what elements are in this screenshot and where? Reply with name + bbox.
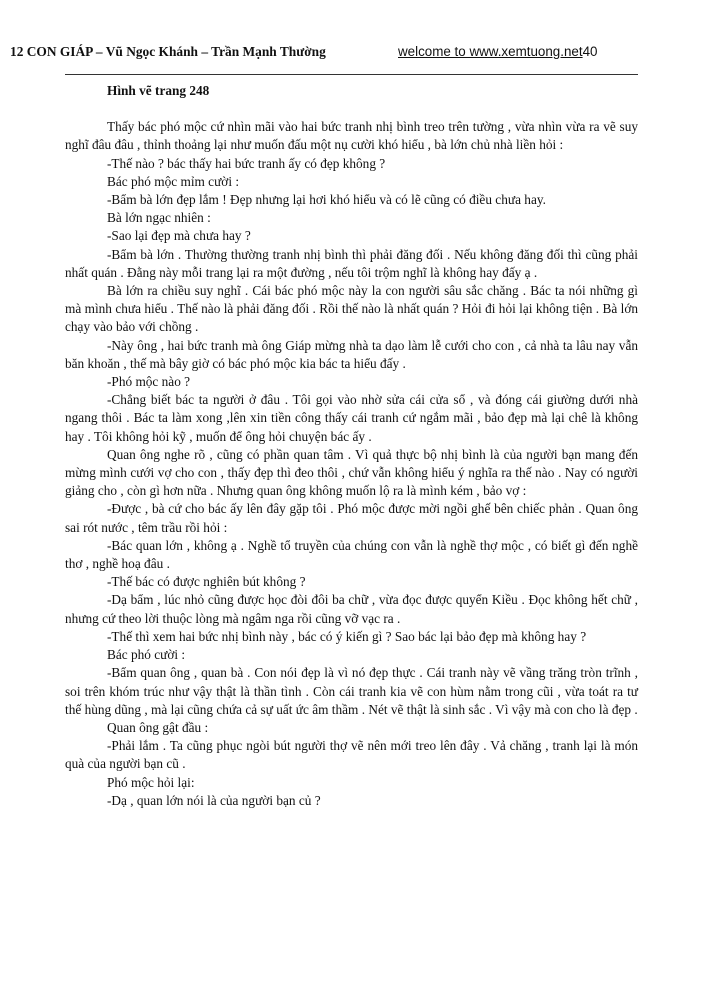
- paragraph: -Sao lại đẹp mà chưa hay ?: [107, 228, 251, 244]
- paragraph: -Bẩm quan ông , quan bà . Con nói đẹp là vì nó đẹp thực . Cái tranh này vẽ vầng trăng tròn trĩnh , soi trên khóm trúc như vậy thật là thần tình . Còn cái tranh kia vẽ con hùm nằm trong cũi , vừa toát ra tư thế hùng dũng , mà lại cũng chứa cả sự uất ức âm thầm . Nét vẽ thật là sinh sắc . Vì vậy mà con cho là đẹp .: [65, 665, 638, 717]
- paragraph: Phó mộc hỏi lại:: [107, 774, 195, 790]
- header-divider: [65, 74, 638, 75]
- paragraph: -Bẩm bà lớn đẹp lắm ! Đẹp nhưng lại hơi khó hiểu và có lẽ cũng có điều chưa hay.: [107, 192, 546, 208]
- paragraph: -Thế bác có được nghiên bút không ?: [107, 574, 306, 590]
- site-header: [398, 44, 598, 59]
- paragraph: Bác phó mộc mỉm cười :: [107, 173, 240, 189]
- book-title-header: 12 CON GIÁP – Vũ Ngọc Khánh – Trần Mạnh Thường: [10, 44, 326, 59]
- paragraph: -Dạ , quan lớn nói là của người bạn củ ?: [107, 792, 321, 808]
- paragraph: -Phó mộc nào ?: [107, 374, 191, 390]
- paragraph: -Bẩm bà lớn . Thường thường tranh nhị bình thì phải đăng đối . Nếu không đăng đối thì cũng phải nhất quán . Đằng này mỗi trang lại ra một đường , nếu tôi trộm nghĩ là không hay đấy ạ .: [65, 246, 638, 280]
- paragraph: -Phải lắm . Ta cũng phục ngòi bút người thợ vẽ nên mới treo lên đây . Vả chăng , tranh lại là món quà của người bạn cũ .: [65, 738, 638, 772]
- paragraph: -Bác quan lớn , không ạ . Nghề tổ truyền của chúng con vẫn là nghề thợ mộc , có biết gì đến nghề thơ , nghề hoạ đâu .: [65, 537, 638, 572]
- paragraph: -Này ông , hai bức tranh mà ông Giáp mừng nhà ta dạo làm lễ cưới cho con , cả nhà ta lâu nay vẫn băn khoăn , thế mà bây giờ có bác phó mộc kia bác ta hiểu đấy .: [65, 337, 638, 371]
- page-number: 40: [582, 44, 598, 59]
- paragraph: -Thế nào ? bác thấy hai bức tranh ấy có đẹp không ?: [107, 155, 386, 171]
- paragraph: -Chẳng biết bác ta người ở đâu . Tôi gọi vào nhờ sửa cái cửa sổ , và đóng cái giường dưới nhà ngang thôi . Bác ta làm xong ,lên xin tiền công thấy cái tranh cứ ngắm mãi , bảo đẹp mà lại chê là không hay . Tôi không hỏi kỹ , muốn để ông hỏi chuyện bác ấy .: [65, 392, 638, 444]
- page-body: [65, 82, 638, 810]
- paragraph: Quan ông nghe rõ , cũng có phần quan tâm . Vì quả thực bộ nhị bình là của người bạn mang đến mừng mình cưới vợ cho con , thấy đẹp thì đeo thôi , chứ vẫn không hiểu ý nghĩa ra thế nào . Nay có người giảng cho , còn gì hơn nữa . Nhưng quan ông không muốn lộ ra là mình kém , bảo vợ :: [65, 446, 638, 499]
- paragraph: -Dạ bẩm , lúc nhỏ cũng được học đòi đôi ba chữ , vừa đọc được quyển Kiều . Đọc không hết chữ , nhưng cứ theo lời thuộc lòng mà ngâm nga rồi cũng vỡ vạc ra .: [65, 592, 638, 626]
- website-link[interactable]: welcome to www.xemtuong.net: [398, 44, 583, 59]
- paragraph: -Thế thì xem hai bức nhị bình này , bác có ý kiến gì ? Sao bác lại bảo đẹp mà không hay ?: [107, 628, 587, 644]
- paragraph: Bà lớn ra chiều suy nghĩ . Cái bác phó mộc này la con người sâu sắc chăng . Bác ta nói những gì mà mình chưa hiểu . Thế nào là phải đăng đối . Rồi thế nào là nhất quán ? Hỏi đi hỏi lại không tiện . Bà lớn chạy vào bảo với chồng .: [65, 283, 638, 335]
- spacer: [65, 100, 638, 118]
- paragraph: Bà lớn ngạc nhiên :: [107, 210, 211, 226]
- section-title: Hình vẽ trang 248: [107, 83, 210, 98]
- paragraph: Bác phó cười :: [107, 647, 186, 663]
- paragraph: Thấy bác phó mộc cứ nhìn mãi vào hai bức tranh nhị bình treo trên tường , vừa nhìn vừa ra vẽ suy nghĩ đâu đâu , thỉnh thoảng lại như muốn đấu một nụ cười khó hiểu , bà lớn chủ nhà liền hỏi :: [65, 119, 638, 153]
- paragraph: -Được , bà cứ cho bác ấy lên đây gặp tôi . Phó mộc được mời ngồi ghế bên chiếc phản . Quan ông sai rót nước , têm trầu rồi hỏi :: [65, 501, 638, 535]
- page-header: [10, 44, 640, 64]
- paragraph: Quan ông gật đầu :: [107, 719, 209, 735]
